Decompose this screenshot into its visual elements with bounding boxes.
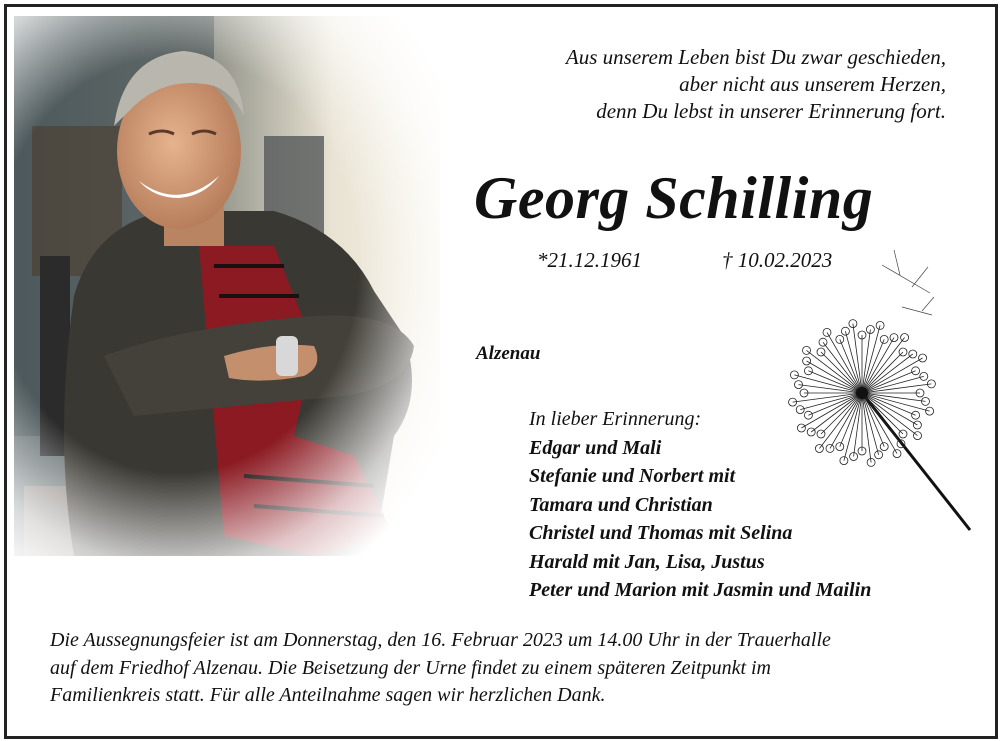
quote-line: aber nicht aus unserem Herzen, (679, 72, 946, 96)
footer-line: Die Aussegnungsfeier ist am Donnerstag, den 16. Februar 2023 um 14.00 Uhr in der Trauerhalle (50, 629, 831, 651)
death-date: † 10.02.2023 (722, 248, 833, 272)
footer-line: Familienkreis statt. Für alle Anteilnahme sagen wir herzlichen Dank. (50, 684, 606, 706)
seed-tuft (803, 357, 811, 365)
seed-tuft (836, 443, 844, 451)
seed-tuft (880, 443, 888, 451)
deceased-name: Georg Schilling (474, 165, 874, 231)
seed-ray (845, 331, 862, 393)
service-details (50, 627, 970, 710)
seed-tuft (880, 335, 888, 343)
mourners-intro: In lieber Erinnerung: (529, 408, 702, 430)
seed-ray (794, 375, 862, 393)
quote-line: denn Du lebst in unserer Erinnerung fort. (596, 99, 946, 123)
footer-line: auf dem Friedhof Alzenau. Die Beisetzung der Urne findet zu einem späteren Zeitpunkt im (50, 656, 771, 679)
mourner-entry: Harald mit Jan, Lisa, Justus (529, 550, 765, 573)
photo-vignette (14, 16, 440, 556)
seed-tuft (823, 328, 831, 336)
seed-ray (862, 393, 930, 411)
dandelion-icon (782, 245, 982, 540)
seed-ray (844, 393, 862, 461)
seed-ray (800, 393, 862, 410)
mourner-entry: Christel und Thomas mit Selina (529, 522, 793, 544)
seed-tuft (803, 346, 811, 354)
seed-tuft (876, 321, 884, 329)
mourner-entry: Stefanie und Norbert mit (529, 465, 736, 487)
portrait-photo (14, 16, 440, 556)
birth-date: *21.12.1961 (537, 248, 642, 272)
memorial-quote (566, 44, 946, 125)
mourner-entry: Tamara und Christian (529, 493, 713, 516)
seed-tuft (836, 335, 844, 343)
place-name: Alzenau (476, 343, 541, 364)
quote-line: Aus unserem Leben bist Du zwar geschieden, (565, 45, 946, 69)
seed-ray (862, 376, 924, 393)
seed-ray (862, 325, 880, 393)
mourner-entry: Peter und Marion mit Jasmin und Mailin (529, 579, 872, 601)
seed-tuft (913, 421, 921, 429)
mourner-entry: Edgar und Mali (529, 436, 662, 459)
